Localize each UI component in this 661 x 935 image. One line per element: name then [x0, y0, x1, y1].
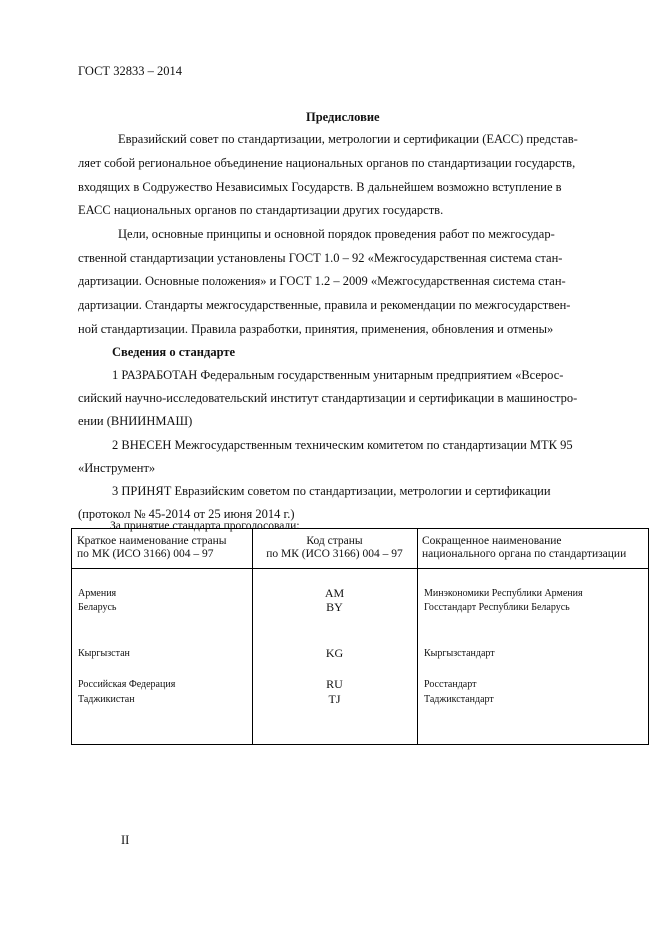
page-number: II	[121, 833, 130, 847]
foreword-title: Предисловие	[306, 110, 380, 124]
voted-caption: За принятие стандарта проголосовали:	[110, 520, 300, 532]
table-row-country: Армения	[78, 588, 117, 599]
table-header-country-line1: Краткое наименование страны	[77, 535, 227, 547]
foreword-para2-line3: дартизации. Основные положения» и ГОСТ 1.2 – 2009 «Межгосударственная система стан-	[78, 274, 566, 288]
foreword-para2-line4: дартизации. Стандарты межгосударственные, правила и рекомендации по межгосударствен-	[78, 298, 571, 312]
table-row-code: RU	[326, 677, 343, 691]
table-header-divider	[72, 568, 648, 569]
table-header-code-line2: по МК (ИСО 3166) 004 – 97	[266, 548, 403, 560]
table-row-body: Минэкономики Республики Армения	[424, 588, 583, 599]
info-item2-line1: 2 ВНЕСЕН Межгосударственным техническим комитетом по стандартизации МТК 95	[112, 438, 573, 452]
table-row-code: AM	[324, 586, 345, 600]
info-title: Сведения о стандарте	[112, 345, 236, 359]
foreword-para1-line1: Евразийский совет по стандартизации, метрологии и сертификации (ЕАСС) представ-	[118, 132, 578, 146]
info-item2-line2: «Инструмент»	[78, 461, 156, 475]
table-col-divider-2	[417, 529, 418, 744]
table-row-body: Росстандарт	[424, 679, 477, 690]
foreword-para2-line2: ственной стандартизации установлены ГОСТ 1.0 – 92 «Межгосударственная система стан-	[78, 251, 563, 265]
table-row-country: Кыргызстан	[78, 648, 130, 659]
table-header-country-line2: по МК (ИСО 3166) 004 – 97	[77, 548, 214, 560]
table-row-country: Российская Федерация	[78, 679, 176, 690]
table-row-code: TJ	[328, 692, 341, 706]
table-row-code: KG	[325, 646, 344, 660]
table-header-body-line1: Сокращенное наименование	[422, 535, 562, 547]
table-row-body: Госстандарт Республики Беларусь	[424, 602, 570, 613]
table-row-body: Кыргызстандарт	[424, 648, 495, 659]
foreword-para2-line1: Цели, основные принципы и основной порядок проведения работ по межгосудар-	[118, 227, 555, 241]
foreword-para1-line2: ляет собой региональное объединение национальных органов по стандартизации государств,	[78, 156, 576, 170]
table-row-country: Беларусь	[78, 602, 117, 613]
foreword-para1-line3: входящих в Содружество Независимых Государств. В дальнейшем возможно вступление в	[78, 180, 562, 194]
document-standard-id: ГОСТ 32833 – 2014	[78, 64, 182, 78]
info-item1-line2: сийский научно-исследовательский институт стандартизации и сертификации в машиностро-	[78, 391, 578, 405]
foreword-para1-line4: ЕАСС национальных органов по стандартизации других государств.	[78, 203, 444, 217]
info-item3-line1: 3 ПРИНЯТ Евразийским советом по стандартизации, метрологии и сертификации	[112, 484, 551, 498]
foreword-para2-line5: ной стандартизации. Правила разработки, принятия, применения, обновления и отмены»	[78, 322, 554, 336]
info-item3-line2: (протокол № 45-2014 от 25 июня 2014 г.)	[78, 507, 295, 521]
voting-table	[71, 528, 649, 745]
info-item1-line1: 1 РАЗРАБОТАН Федеральным государственным унитарным предприятием «Всерос-	[112, 368, 564, 382]
table-col-divider-1	[252, 529, 253, 744]
table-row-country: Таджикистан	[78, 694, 135, 705]
table-row-code: BY	[326, 600, 343, 614]
info-item1-line3: ении (ВНИИНМАШ)	[78, 414, 193, 428]
table-row-body: Таджикстандарт	[424, 694, 494, 705]
table-header-body-line2: национального органа по стандартизации	[422, 548, 627, 560]
table-header-code-line1: Код страны	[306, 535, 363, 547]
